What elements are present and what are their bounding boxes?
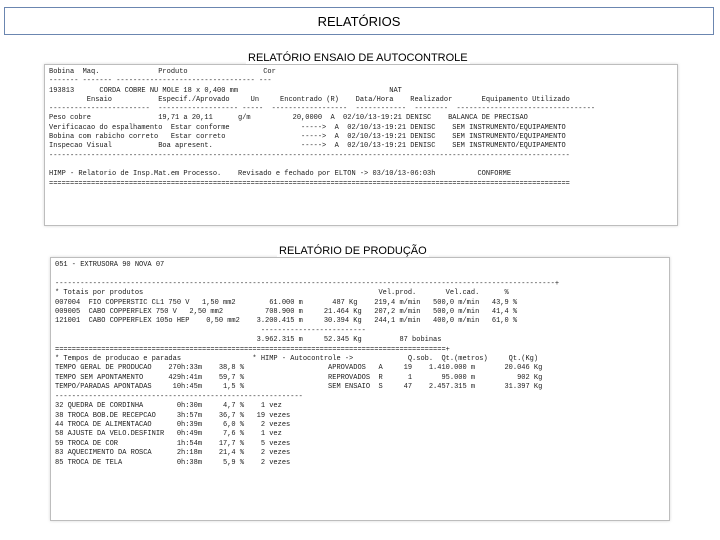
autocontrole-line: Inspecao Visual Boa apresent. -----> A 02/10/13-19:21 DENISC SEM INSTRUMENTO/EQUIPAMENTO (49, 142, 566, 151)
producao-line: 85 TROCA DE TELA 0h:38m 5,9 % 2 vezes (55, 458, 291, 467)
autocontrole-report-title: RELATÓRIO ENSAIO DE AUTOCONTROLE (248, 52, 468, 64)
autocontrole-line: 193813 CORDA COBRE NU MOLE 18 x 0,400 mm NAT (49, 86, 402, 95)
producao-line: TEMPO/PARADAS APONTADAS 10h:45m 1,5 % SEM ENSAIO S 47 2.457.315 m 31.397 Kg (55, 383, 543, 392)
autocontrole-line: Ensaio Especif./Aprovado Un Encontrado (R) Data/Hora Realizador Equipamento Utilizado (49, 95, 570, 104)
autocontrole-report-text (45, 65, 677, 192)
producao-line: 121001 CABO COPPERFLEX 105o HEP 0,50 mm2 3.200.415 m 30.394 Kg 244,1 m/min 400,0 m/min 61,0 % (55, 317, 518, 326)
autocontrole-line: ------- ------- --------------------------------- --- (49, 77, 272, 86)
autocontrole-line: Bobina com rabicho correto Estar correto -----> A 02/10/13-19:21 DENISC SEM INSTRUMENTO/EQUIPAMENTO (49, 133, 566, 142)
producao-line: 58 AJUSTE DA VELO.DESFINIR 0h:49m 7,6 % 1 vez (55, 430, 282, 439)
producao-line: 009005 CABO COPPERFLEX 750 V 2,50 mm2 708.900 m 21.464 Kg 207,2 m/min 500,0 m/min 41,4 % (55, 308, 518, 317)
producao-line: ------------------------- (55, 326, 366, 335)
page-title: RELATÓRIOS (4, 7, 714, 35)
producao-line: =============================================================================================+ (55, 345, 450, 354)
producao-line: 3.962.315 m 52.345 Kg 87 bobinas (55, 336, 442, 345)
producao-line: TEMPO SEM APONTAMENTO 429h:41m 59,7 % REPROVADOS R 1 95.000 m 902 Kg (55, 373, 543, 382)
producao-line: 007004 FIO COPPERSTIC CL1 750 V 1,50 mm2 61.000 m 487 Kg 219,4 m/min 500,0 m/min 43,9 % (55, 298, 518, 307)
producao-line: 38 TROCA BOB.DE RECEPCAO 3h:57m 36,7 % 19 vezes (55, 411, 291, 420)
producao-report-title: RELATÓRIO DE PRODUÇÃO (279, 245, 427, 257)
autocontrole-line: Bobina Maq. Produto Cor (49, 68, 276, 76)
producao-line: -----------------------------------------------------------------------------------------------------------------------+ (55, 279, 560, 288)
producao-line: TEMPO GERAL DE PRODUCAO 270h:33m 38,8 % APROVADOS A 19 1.410.000 m 20.046 Kg (55, 364, 543, 373)
autocontrole-line: Peso cobre 19,71 a 20,11 g/m 20,0000 A 02/10/13-19:21 DENISC BALANCA DE PRECISAO (49, 114, 528, 123)
producao-line: 051 - EXTRUSORA 90 NOVA 07 (55, 261, 165, 269)
producao-line: 83 AQUECIMENTO DA ROSCA 2h:18m 21,4 % 2 vezes (55, 449, 291, 458)
producao-line: 44 TROCA DE ALIMENTACAO 0h:39m 6,0 % 2 vezes (55, 420, 291, 429)
producao-line: 32 QUEDRA DE CORDINHA 0h:30m 4,7 % 1 vez (55, 402, 282, 411)
autocontrole-line: ---------------------------------------------------------------------------------------------------------------------------- (49, 151, 570, 160)
producao-line: * Totais por produtos Vel.prod. Vel.cad. % (55, 289, 509, 298)
autocontrole-line: ============================================================================================================================ (49, 179, 570, 188)
autocontrole-line: ------------------------ ------------------- ----- ------------------ ------------ -------- --------------------------------- (49, 105, 596, 114)
producao-report-printout (50, 257, 670, 521)
producao-line: * Tempos de producao e paradas * HIMP - Autocontrole -> Q.sob. Qt.(metros) Qt.(Kg) (55, 355, 539, 364)
autocontrole-line: Verificacao do espalhamento Estar conforme -----> A 02/10/13-19:21 DENISC SEM INSTRUMENTO/EQUIPAMENTO (49, 123, 566, 132)
producao-report-text (51, 258, 669, 471)
producao-line: 59 TROCA DE COR 1h:54m 17,7 % 5 vezes (55, 439, 291, 448)
autocontrole-line: HIMP - Relatorio de Insp.Mat.em Processo. Revisado e fechado por ELTON -> 03/10/13-06:03h CONFORME (49, 170, 512, 179)
producao-line: ----------------------------------------------------------- (55, 392, 303, 401)
autocontrole-report-printout (44, 64, 678, 226)
